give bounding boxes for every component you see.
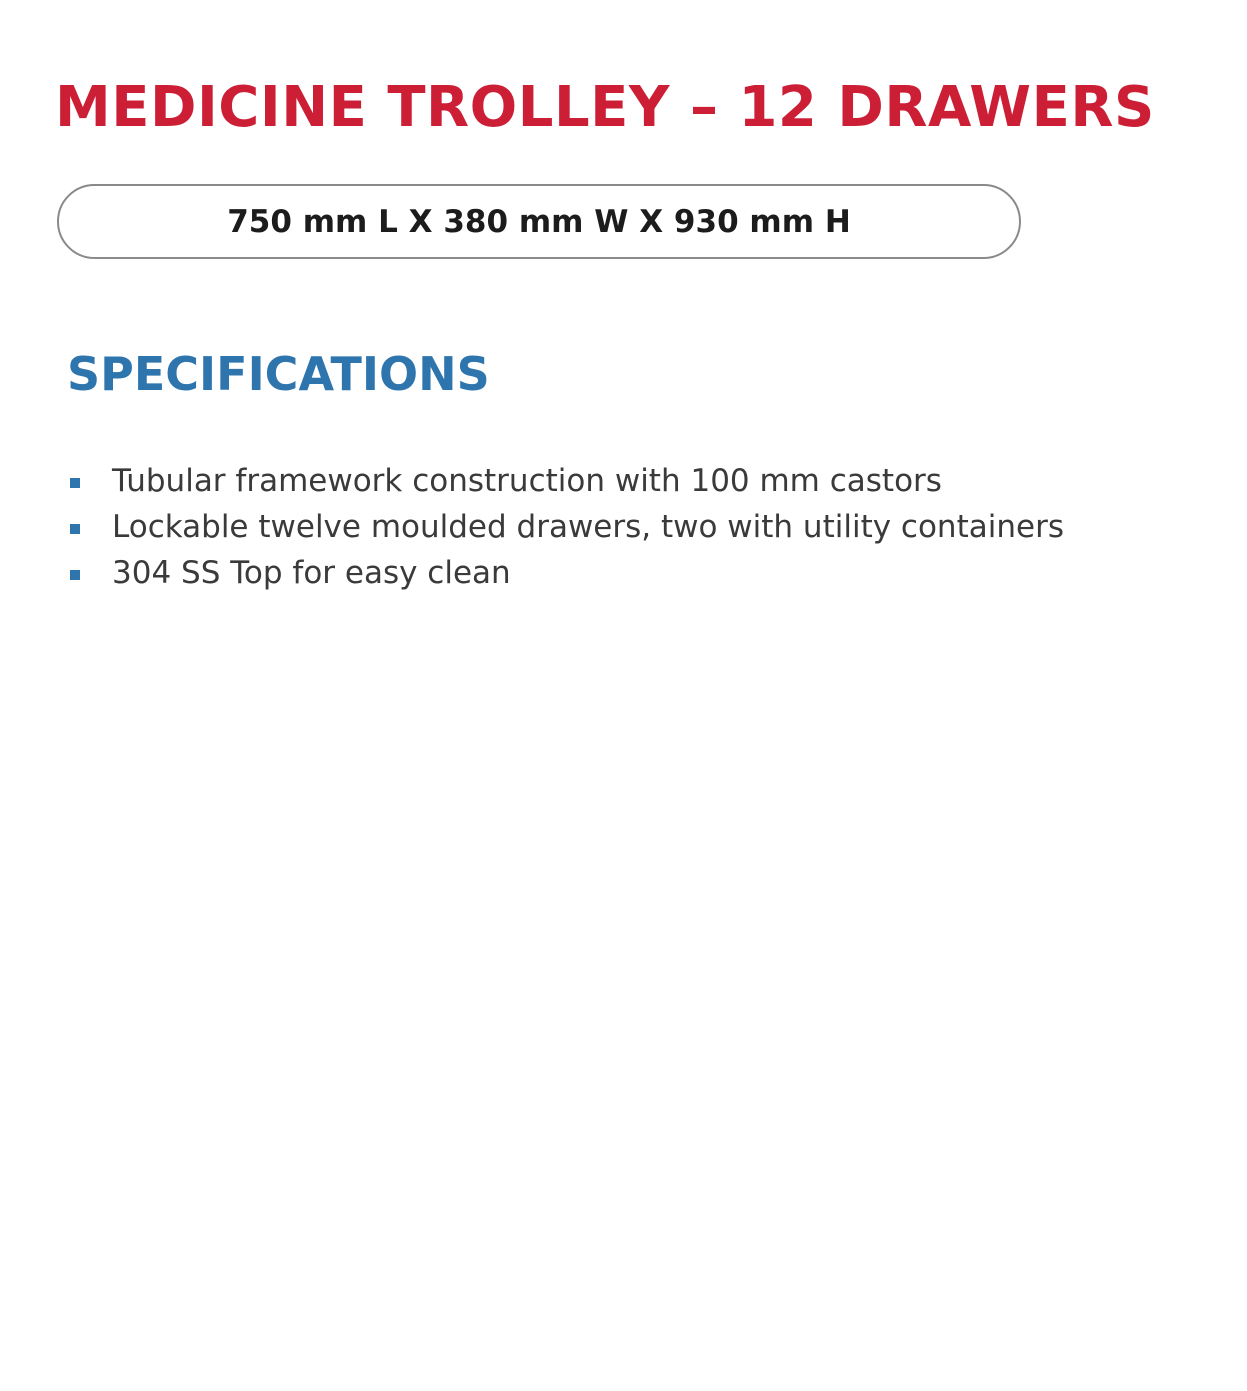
specifications-heading: SPECIFICATIONS <box>67 347 490 401</box>
square-bullet-icon <box>70 478 80 488</box>
square-bullet-icon <box>70 524 80 534</box>
spec-item-text: 304 SS Top for easy clean <box>112 555 511 591</box>
spec-item-text: Lockable twelve moulded drawers, two with utility containers <box>112 509 1064 545</box>
dimensions-text: 750 mm L X 380 mm W X 930 mm H <box>227 203 851 240</box>
product-title: MEDICINE TROLLEY – 12 DRAWERS <box>55 75 1155 140</box>
spec-item <box>66 550 1066 596</box>
dimensions-badge <box>57 184 1021 259</box>
spec-item <box>66 458 1066 504</box>
spec-item <box>66 504 1066 550</box>
specifications-list <box>66 458 1066 596</box>
spec-item-text: Tubular framework construction with 100 mm castors <box>112 463 942 499</box>
square-bullet-icon <box>70 570 80 580</box>
